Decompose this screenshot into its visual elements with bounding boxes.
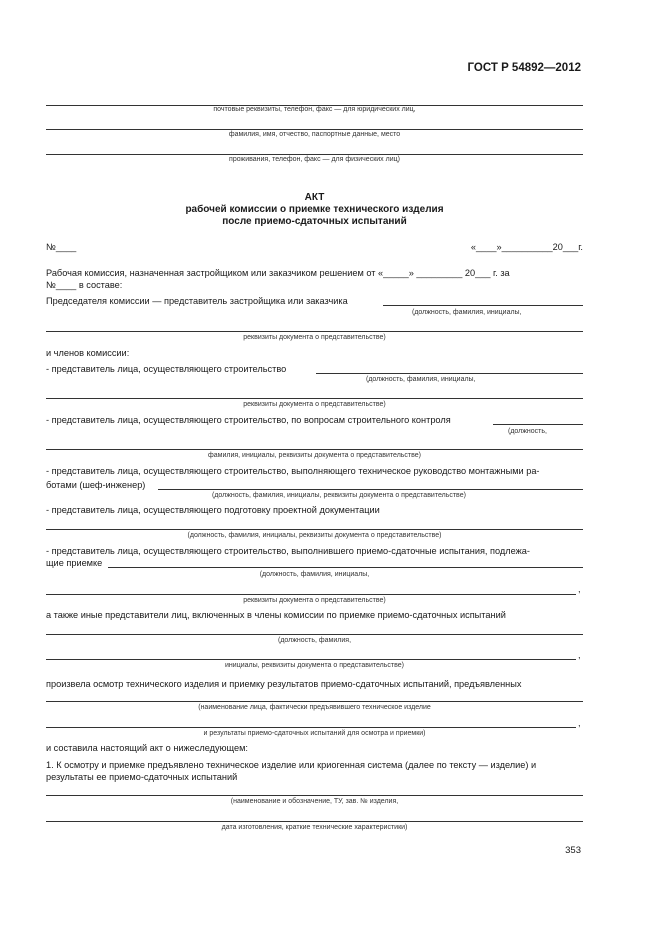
others-label: а также иные представители лиц, включенных в члены комиссии по приемке приемо-сдаточных испытаний (46, 610, 506, 620)
requisites-line-2 (46, 129, 583, 130)
member3-label: - представитель лица, осуществляющего строительство, выполняющего техническое руководство монтажными ра- (46, 466, 540, 476)
item1-date-caption: дата изготовления, краткие технические характеристики) (221, 824, 408, 831)
act-number: №____ (46, 242, 77, 252)
commission-text-1: Рабочая комиссия, назначенная застройщиком или заказчиком решением от «_____» _________ 20___ г. за (46, 268, 510, 278)
member1-docs-line (46, 398, 583, 399)
inspection-results-caption: и результаты приемо-сдаточных испытаний для осмотра и приемки) (203, 730, 426, 737)
act-date: «____»__________20___г. (470, 242, 583, 252)
inspection-comma: , (578, 718, 581, 728)
item1-label: 1. К осмотру и приемке предъявлено техническое изделие или криогенная система (далее по тексту — изделие) и (46, 760, 537, 770)
composed-label: и составила настоящий акт о нижеследующем: (46, 743, 248, 753)
requisites-caption-3: проживания, телефон, факс — для физических лиц) (229, 156, 400, 163)
act-title-subject: рабочей комиссии о приемке технического изделия (185, 204, 444, 215)
member3-caption: (должность, фамилия, инициалы, реквизиты документа о представительстве) (212, 492, 466, 499)
member3-line (158, 489, 583, 490)
page-number: 353 (565, 845, 581, 856)
member2-caption: (должность, (508, 428, 547, 435)
member3-label-cont: ботами (шеф-инженер) (46, 480, 146, 490)
others-comma: , (578, 650, 581, 660)
others-line (46, 634, 583, 635)
item1-caption: (наименование и обозначение, ТУ, зав. № изделия, (230, 798, 399, 805)
inspection-caption: (наименование лица, фактически предъявившего техническое изделие (198, 704, 431, 711)
inspection-label: произвела осмотр технического изделия и приемку результатов приемо-сдаточных испытаний, предъявленных (46, 679, 522, 689)
member1-line (316, 373, 583, 374)
chairman-docs-caption: реквизиты документа о представительстве) (243, 334, 386, 341)
chairman-line (383, 305, 583, 306)
others-docs-caption: инициалы, реквизиты документа о представительстве) (225, 662, 404, 669)
requisites-caption-2: фамилия, имя, отчество, паспортные данные, место (228, 131, 401, 138)
member4-line (46, 529, 583, 530)
inspection-results-line (46, 727, 576, 728)
members-label: и членов комиссии: (46, 348, 130, 358)
member4-label: - представитель лица, осуществляющего подготовку проектной документации (46, 505, 380, 515)
chairman-caption: (должность, фамилия, инициалы, (412, 309, 522, 316)
others-caption: (должность, фамилия, (277, 637, 352, 644)
requisites-caption-1: почтовые реквизиты, телефон, факс — для юридических лиц, (213, 106, 416, 113)
item1-line (46, 795, 583, 796)
item1-label-cont: результаты ее приемо-сдаточных испытаний (46, 772, 238, 782)
commission-text-2: №____ в составе: (46, 280, 123, 290)
others-docs-line (46, 659, 576, 660)
chairman-label: Председателя комиссии — представитель застройщика или заказчика (46, 296, 348, 306)
member1-caption: (должность, фамилия, инициалы, (366, 376, 476, 383)
act-title: АКТ (304, 192, 325, 203)
member4-caption: (должность, фамилия, инициалы, реквизиты документа о представительстве) (187, 532, 442, 539)
member1-docs-caption: реквизиты документа о представительстве) (243, 401, 386, 408)
member5-docs-line (46, 594, 576, 595)
requisites-line-3 (46, 154, 583, 155)
member5-docs-caption: реквизиты документа о представительстве) (243, 597, 386, 604)
member5-line (108, 567, 583, 568)
member1-label: - представитель лица, осуществляющего строительство (46, 364, 287, 374)
member5-comma: , (578, 584, 581, 594)
member5-label-cont: щие приемке (46, 558, 103, 568)
member2-label: - представитель лица, осуществляющего строительство, по вопросам строительного контроля (46, 415, 451, 425)
item1-date-line (46, 821, 583, 822)
member2-docs-line (46, 449, 583, 450)
member2-line (493, 424, 583, 425)
chairman-docs-line (46, 331, 583, 332)
member5-label: - представитель лица, осуществляющего строительство, выполнившего приемо-сдаточные испытания, подлежа- (46, 546, 530, 556)
inspection-line (46, 701, 583, 702)
member2-docs-caption: фамилия, инициалы, реквизиты документа о представительстве) (208, 452, 421, 459)
member5-caption: (должность, фамилия, инициалы, (259, 571, 370, 578)
act-title-condition: после приемо-сдаточных испытаний (222, 216, 407, 227)
document-code: ГОСТ Р 54892—2012 (467, 62, 581, 74)
